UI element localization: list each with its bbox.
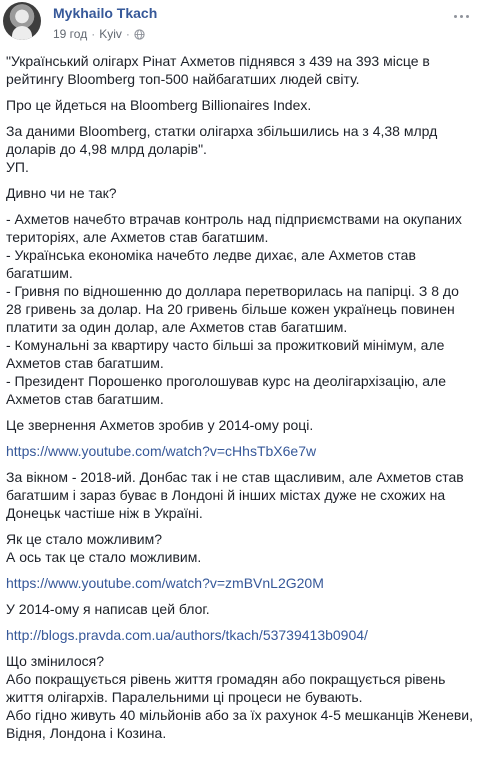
post-paragraph: За даними Bloomberg, статки олігарха збільшились на з 4,38 млрд доларів до 4,98 млрд доларів". УП.	[6, 123, 438, 175]
post-link[interactable]: http://blogs.pravda.com.ua/authors/tkach/53739413b0904/	[6, 627, 368, 643]
post-link-paragraph	[6, 442, 476, 460]
post-link[interactable]: https://www.youtube.com/watch?v=zmBVnL2G20M	[6, 575, 324, 591]
more-options-icon[interactable]	[451, 10, 471, 22]
post-timestamp[interactable]: 19 год	[53, 27, 88, 41]
post-paragraph: Дивно чи не так?	[6, 185, 117, 201]
globe-icon[interactable]	[134, 29, 145, 40]
meta-separator: ·	[91, 27, 96, 41]
post-paragraph: У 2014-ому я написав цей блог.	[6, 601, 210, 617]
post-paragraph: Це звернення Ахметов зробив у 2014-ому році.	[6, 417, 314, 433]
author-name[interactable]: Mykhailo Tkach	[53, 5, 158, 21]
post-paragraph: "Український олігарх Рінат Ахметов піднявся з 439 на 393 місце в рейтингу Bloomberg топ-500 найбагатших людей світу.	[6, 53, 430, 87]
post-body	[6, 52, 476, 750]
avatar[interactable]	[3, 2, 41, 40]
post-paragraph: Як це стало можливим? А ось так це стало можливим.	[6, 531, 202, 565]
post-paragraph: Про це йдеться на Bloomberg Billionaires Index.	[6, 97, 312, 113]
post-paragraph: - Ахметов начебто втрачав контроль над підприємствами на окупаних територіях, але Ахметов став багатшим. - Українська економіка начебто ледве дихає, але Ахметов став багатшим. - Гривня по відношенню до доллара перетворилась на папірці. З 8 до 28 гривень за долар. На 20 гривень більше кожен українець повинен платити за один долар, але Ахметов став багатшим. - Комунальні за квартиру часто більші за прожитковий мінімум, але Ахметов став багатшим. - Президент Порошенко проголошував курс на деолігархізацію, але Ахметов став багатшим.	[6, 211, 462, 407]
post-header	[0, 0, 483, 50]
post-link[interactable]: https://www.youtube.com/watch?v=cHhsTbX6e7w	[6, 443, 317, 459]
post-paragraph: За вікном - 2018-ий. Донбас так і не став щасливим, але Ахметов став багатшим і зараз буває в Лондоні й інших містах дуже не схожих на Донецьк частіше ніж в Україні.	[6, 469, 464, 521]
post-link-paragraph	[6, 626, 476, 644]
post-link-paragraph	[6, 574, 476, 592]
post-location[interactable]: Kyiv	[99, 27, 122, 41]
post-meta	[53, 27, 145, 41]
meta-separator-2: ·	[125, 27, 130, 41]
post-paragraph: Що змінилося? Або покращується рівень життя громадян або покращується рівень життя олігархів. Паралельними ці процеси не бувають. Або гідно живуть 40 мільйонів або за їх рахунок 4-5 мешканців Женеви, Відня, Лондона і Козина.	[6, 653, 474, 741]
